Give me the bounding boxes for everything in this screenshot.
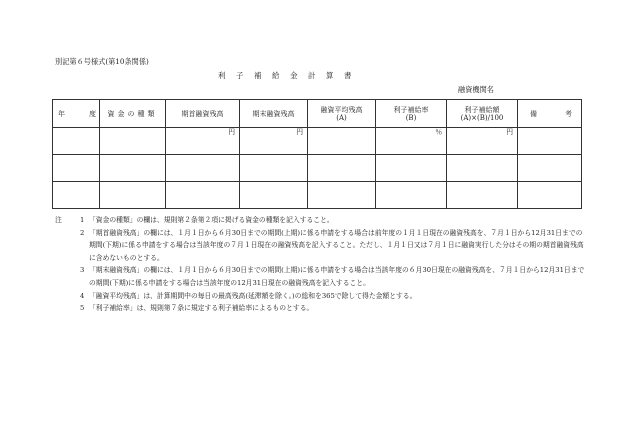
header-opening-balance: 期首融資残高 [166, 100, 240, 128]
cell-opening-balance [166, 155, 240, 182]
header-remarks-char-2: 考 [565, 109, 572, 118]
header-average-balance-key: (A) [336, 113, 347, 122]
cell-subsidy-amount [447, 182, 518, 209]
header-remarks [518, 100, 582, 128]
header-fund-type-label: 資金の種類 [107, 109, 158, 118]
header-closing-balance: 期末融資残高 [240, 100, 308, 128]
cell-year [53, 182, 100, 209]
note-item [55, 214, 585, 227]
note-text: 「利子補給率」は、規則第７条に規定する利子補給率によるものとする。 [89, 304, 314, 313]
form-number: 別記第６号様式(第10条関係) [55, 57, 149, 66]
note-number: 2 [80, 228, 85, 237]
unit-yen: 円 [506, 128, 513, 136]
cell-subsidy-rate [376, 182, 447, 209]
note-text: 「期首融資残高」の欄には、１月１日から６月30日までの期間(上期)に係る申請をする場合は前年度の１月１日現在の融資残高を、７月１日から12月31日までの期間(下期)に係る申請をする場合は当該年度の７月１日現在の融資残高を記入すること。ただし、１月１日又は７月１日に融資実行した分はその期の期首融資残高に含めないものとする。 [89, 228, 584, 262]
cell-average-balance [308, 182, 376, 209]
table-row [53, 128, 582, 155]
header-row [53, 100, 582, 128]
note-number: 1 [80, 216, 85, 224]
header-fund-type [100, 100, 166, 128]
cell-subsidy-amount [447, 128, 518, 155]
header-subsidy-amount [447, 100, 518, 128]
unit-percent: ％ [435, 128, 442, 136]
header-subsidy-amount-formula: (A)×(B)/100 [460, 113, 504, 122]
cell-opening-balance [166, 182, 240, 209]
cell-remarks [518, 182, 582, 209]
notes-section [55, 214, 585, 315]
header-subsidy-rate [376, 100, 447, 128]
cell-fund-type [100, 155, 166, 182]
note-item [55, 290, 585, 303]
note-number: 3 [80, 266, 85, 275]
cell-closing-balance [240, 155, 308, 182]
cell-year [53, 128, 100, 155]
cell-subsidy-rate [376, 128, 447, 155]
header-subsidy-rate-label: 利子補給率 [393, 105, 429, 114]
note-item [55, 227, 585, 265]
header-average-balance [308, 100, 376, 128]
document-title: 利子補給金計算書 [218, 71, 362, 80]
cell-average-balance [308, 128, 376, 155]
cell-opening-balance [166, 128, 240, 155]
cell-remarks [518, 155, 582, 182]
institution-label: 融資機関名 [458, 85, 494, 94]
note-number: 5 [80, 304, 85, 313]
note-text: 「資金の種類」の欄は、規則第２条第２項に掲げる資金の種類を記入すること。 [89, 216, 334, 224]
cell-fund-type [100, 128, 166, 155]
unit-yen: 円 [228, 128, 235, 136]
cell-remarks [518, 128, 582, 155]
header-year [53, 100, 100, 128]
table-row [53, 182, 582, 209]
header-average-balance-label: 融資平均残高 [320, 105, 363, 114]
note-text: 「期末融資残高」の欄には、１月１日から６月30日までの期間(上期)に係る申請をする場合は当該年度の６月30日現在の融資残高を、７月１日から12月31日までの期間(下期)に係る申請をする場合は当該年度の12月31日現在の融資残高を記入すること。 [89, 266, 585, 287]
cell-closing-balance [240, 128, 308, 155]
header-subsidy-amount-label: 利子補給額 [464, 105, 500, 114]
header-year-char-1: 年 [58, 109, 65, 118]
cell-subsidy-amount [447, 155, 518, 182]
cell-year [53, 155, 100, 182]
note-item [55, 264, 585, 289]
note-number: 4 [80, 291, 85, 300]
unit-yen: 円 [296, 128, 303, 136]
cell-closing-balance [240, 182, 308, 209]
cell-fund-type [100, 182, 166, 209]
cell-average-balance [308, 155, 376, 182]
calculation-table [52, 99, 582, 209]
header-subsidy-rate-key: (B) [405, 113, 417, 122]
table-row [53, 155, 582, 182]
note-text: 「融資平均残高」は、計算期間中の毎日の最高残高(延滞額を除く。)の総和を365で除して得た金額とする。 [89, 291, 417, 300]
note-item [55, 302, 585, 315]
notes-label: 注 [55, 216, 62, 224]
cell-subsidy-rate [376, 155, 447, 182]
header-year-char-2: 度 [89, 109, 96, 118]
header-remarks-char-1: 備 [530, 109, 537, 118]
